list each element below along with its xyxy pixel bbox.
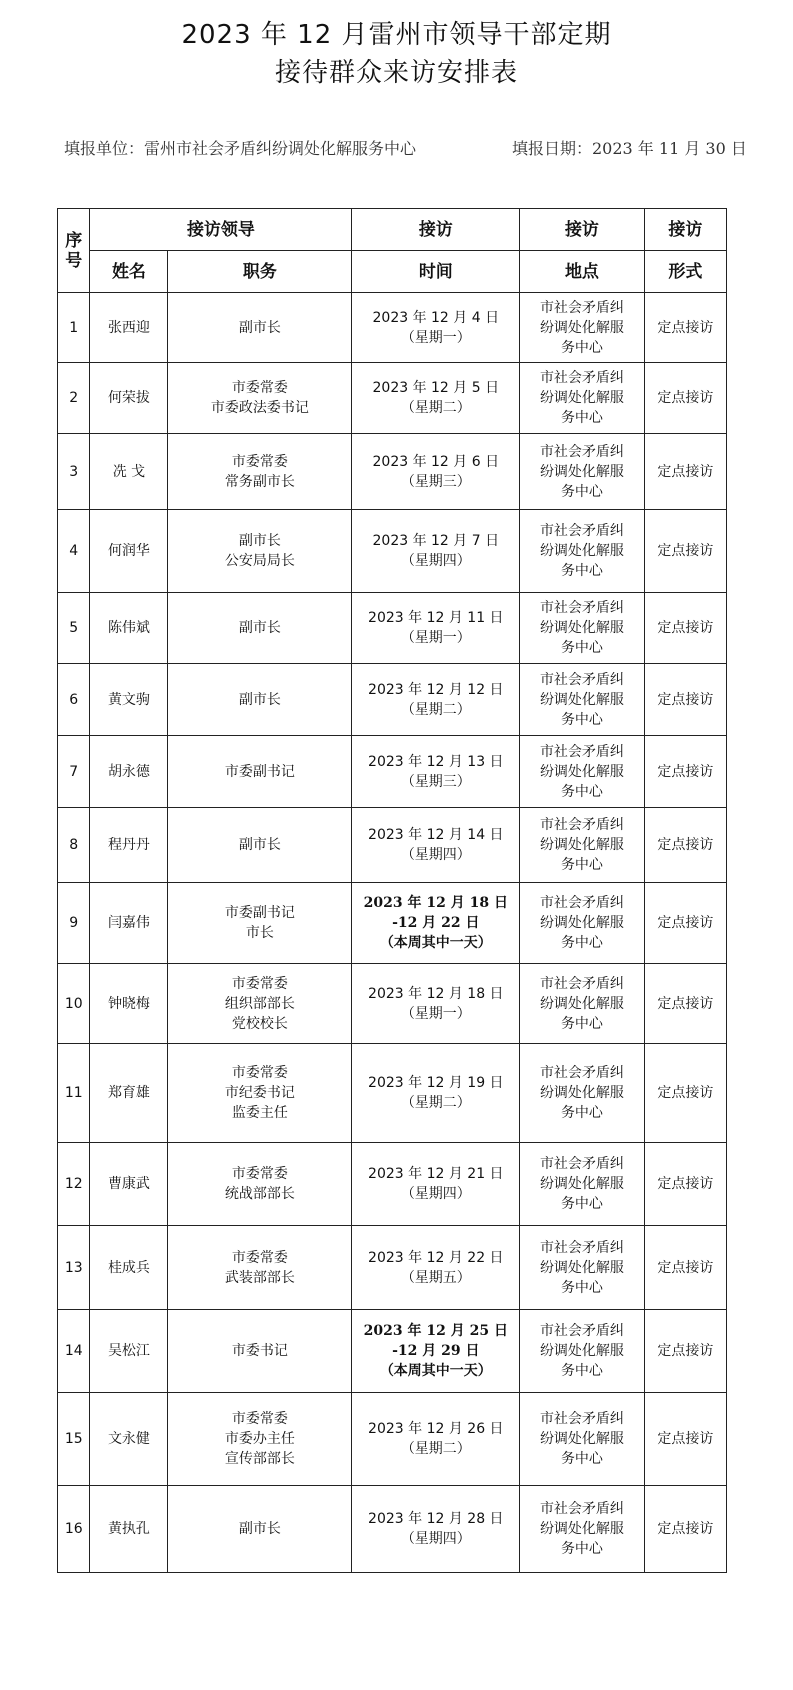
reception-place [520,808,644,883]
position-line: 市委副书记 [224,905,295,921]
place-line: 市社会矛盾纠 [539,975,624,992]
time-line: 2023 年 12 月 26 日 [368,1421,504,1437]
leader-name: 郑育雄 [90,1044,168,1143]
table-row [58,363,727,434]
table-row [58,1143,727,1226]
document-title-line1: 2023 年 12 月雷州市领导干部定期 [181,20,612,50]
reception-place [520,1044,644,1143]
leader-name: 钟晓梅 [90,964,168,1044]
position-line: 宣传部部长 [224,1451,295,1467]
place-line: 务中心 [560,1015,603,1032]
reporting-date: 填报日期：2023 年 11 月 30 日 [512,139,747,158]
row-index: 15 [58,1393,90,1486]
leader-position [168,363,352,434]
leader-name: 冼 戈 [90,434,168,510]
time-line: （星期二） [400,400,471,416]
place-line: 务中心 [560,857,603,873]
reception-place [520,593,644,664]
place-line: 市社会矛盾纠 [539,817,624,833]
table-row [58,1226,727,1310]
row-index: 8 [58,808,90,883]
leader-position [168,1393,352,1486]
position-line: 市委常委 [231,1065,288,1081]
reception-time [352,1226,520,1310]
header-place-line1: 接访 [520,209,644,251]
position-line: 市委常委 [231,380,288,396]
time-line: 2023 年 12 月 14 日 [368,827,504,843]
position-line: 市委常委 [231,975,288,992]
header-row-2 [58,251,727,293]
row-index: 14 [58,1310,90,1393]
place-line: 纷调处化解服 [539,915,624,931]
reception-time [352,593,520,664]
document-title-line2: 接待群众来访安排表 [274,58,518,88]
table-row [58,664,727,736]
row-index: 2 [58,363,90,434]
time-line: （本周其中一天） [379,1363,492,1379]
place-line: 市社会矛盾纠 [539,523,624,539]
reception-time [352,293,520,363]
place-line: 纷调处化解服 [539,463,624,480]
reception-place [520,1143,644,1226]
reception-schedule-table [57,208,727,1573]
reception-mode: 定点接访 [644,1143,726,1226]
header-position: 职务 [168,251,352,293]
position-line: 市委常委 [231,453,288,470]
position-line: 市委书记 [231,1343,288,1359]
place-line: 市社会矛盾纠 [539,1156,624,1172]
header-mode-line2: 形式 [644,251,726,293]
reception-mode: 定点接访 [644,1486,726,1573]
place-line: 纷调处化解服 [539,763,624,780]
time-line: 2023 年 12 月 19 日 [368,1075,504,1091]
place-line: 市社会矛盾纠 [539,895,624,911]
reception-time [352,808,520,883]
place-line: 市社会矛盾纠 [539,370,624,386]
time-line: 2023 年 12 月 12 日 [368,681,504,698]
time-line: 2023 年 12 月 21 日 [368,1166,504,1182]
place-line: 务中心 [560,410,603,426]
reception-time [352,1310,520,1393]
reception-mode: 定点接访 [644,593,726,664]
place-line: 市社会矛盾纠 [539,671,624,688]
reception-place [520,434,644,510]
row-index: 9 [58,883,90,964]
place-line: 纷调处化解服 [539,1521,624,1537]
time-line: （星期三） [400,473,471,490]
leader-name: 何润华 [90,510,168,593]
leader-name: 文永健 [90,1393,168,1486]
row-index: 10 [58,964,90,1044]
position-line: 市长 [245,925,274,941]
leader-position [168,736,352,808]
place-line: 市社会矛盾纠 [539,600,624,616]
time-line: （星期一） [400,630,471,646]
place-line: 纷调处化解服 [539,319,624,336]
position-line: 市委常委 [231,1249,288,1266]
reception-place [520,883,644,964]
reception-mode: 定点接访 [644,293,726,363]
reception-time [352,1486,520,1573]
position-line: 市委办主任 [224,1431,295,1447]
reception-mode: 定点接访 [644,363,726,434]
reception-time [352,736,520,808]
place-line: 纷调处化解服 [539,620,624,636]
reception-mode: 定点接访 [644,808,726,883]
table-row [58,1310,727,1393]
place-line: 务中心 [560,1279,603,1296]
reception-place [520,510,644,593]
reception-place [520,736,644,808]
reception-mode: 定点接访 [644,964,726,1044]
leader-name: 曹康武 [90,1143,168,1226]
position-line: 市纪委书记 [224,1085,295,1101]
reception-mode: 定点接访 [644,736,726,808]
position-line: 市委政法委书记 [210,400,309,416]
row-index: 1 [58,293,90,363]
position-line: 统战部部长 [224,1186,295,1202]
place-line: 市社会矛盾纠 [539,1239,624,1256]
place-line: 市社会矛盾纠 [539,443,624,460]
position-line: 市委常委 [231,1411,288,1427]
reception-time [352,664,520,736]
reception-mode: 定点接访 [644,664,726,736]
header-index-line1: 序 [65,230,83,251]
reception-place [520,964,644,1044]
place-line: 务中心 [560,339,603,356]
reception-place [520,1393,644,1486]
table-row [58,1486,727,1573]
table-row [58,736,727,808]
time-line: -12 月 22 日 [392,915,480,931]
leader-name: 黄执孔 [90,1486,168,1573]
row-index: 7 [58,736,90,808]
header-time-line2: 时间 [352,251,520,293]
place-line: 务中心 [560,1196,603,1212]
time-line: 2023 年 12 月 18 日 [363,895,508,911]
reception-mode: 定点接访 [644,510,726,593]
reporting-unit: 填报单位：雷州市社会矛盾纠纷调处化解服务中心 [64,139,417,158]
place-line: 纷调处化解服 [539,691,624,708]
time-line: 2023 年 12 月 28 日 [368,1511,504,1527]
time-line: -12 月 29 日 [392,1343,480,1359]
reception-mode: 定点接访 [644,883,726,964]
reception-time [352,363,520,434]
place-line: 市社会矛盾纠 [539,743,624,760]
time-line: （星期四） [400,553,471,569]
leader-name: 桂成兵 [90,1226,168,1310]
time-line: （星期三） [400,773,471,790]
place-line: 务中心 [560,711,603,728]
time-line: 2023 年 12 月 4 日 [372,309,500,326]
leader-name: 闫嘉伟 [90,883,168,964]
place-line: 市社会矛盾纠 [539,1065,624,1081]
table-row [58,293,727,363]
row-index: 5 [58,593,90,664]
position-line: 副市长 [238,837,281,853]
position-line: 副市长 [238,1521,281,1537]
header-index-line2: 号 [65,250,83,271]
reception-time [352,434,520,510]
leader-name: 何荣拔 [90,363,168,434]
table-row [58,883,727,964]
leader-position [168,1143,352,1226]
place-line: 务中心 [560,483,603,500]
reception-place [520,1486,644,1573]
place-line: 务中心 [560,1541,603,1557]
leader-position [168,664,352,736]
place-line: 纷调处化解服 [539,995,624,1012]
time-line: 2023 年 12 月 13 日 [368,753,504,770]
place-line: 纷调处化解服 [539,1176,624,1192]
position-line: 公安局局长 [224,553,295,569]
time-line: （本周其中一天） [379,935,492,951]
position-line: 武装部部长 [224,1269,295,1286]
row-index: 16 [58,1486,90,1573]
reception-time [352,510,520,593]
place-line: 纷调处化解服 [539,390,624,406]
leader-position [168,964,352,1044]
time-line: 2023 年 12 月 5 日 [372,380,500,396]
place-line: 市社会矛盾纠 [539,1323,624,1339]
leader-position [168,883,352,964]
time-line: （星期五） [400,1269,471,1286]
place-line: 市社会矛盾纠 [539,1501,624,1517]
place-line: 纷调处化解服 [539,1343,624,1359]
place-line: 务中心 [560,783,603,800]
leader-name: 吴松江 [90,1310,168,1393]
leader-name: 张西迎 [90,293,168,363]
position-line: 副市长 [238,620,281,636]
reception-time [352,1393,520,1486]
leader-position [168,510,352,593]
place-line: 纷调处化解服 [539,1431,624,1447]
leader-position [168,1226,352,1310]
reception-mode: 定点接访 [644,1310,726,1393]
place-line: 市社会矛盾纠 [539,299,624,316]
schedule-rows [58,293,727,1573]
position-line: 党校校长 [231,1015,288,1032]
reception-place [520,293,644,363]
header-leader-group: 接访领导 [90,209,352,251]
time-line: 2023 年 12 月 6 日 [372,453,500,470]
time-line: （星期四） [400,1186,471,1202]
table-row [58,593,727,664]
time-line: 2023 年 12 月 7 日 [372,533,500,549]
time-line: （星期四） [400,1531,471,1547]
table-row [58,434,727,510]
leader-name: 黄文驹 [90,664,168,736]
position-line: 市委副书记 [224,763,295,780]
time-line: 2023 年 12 月 25 日 [363,1323,508,1339]
place-line: 市社会矛盾纠 [539,1411,624,1427]
leader-position [168,808,352,883]
place-line: 务中心 [560,1451,603,1467]
header-mode-line1: 接访 [644,209,726,251]
header-name: 姓名 [90,251,168,293]
reception-place [520,1310,644,1393]
position-line: 副市长 [238,319,281,336]
place-line: 务中心 [560,640,603,656]
row-index: 3 [58,434,90,510]
time-line: 2023 年 12 月 22 日 [368,1249,504,1266]
place-line: 纷调处化解服 [539,1085,624,1101]
reception-time [352,1044,520,1143]
header-index [58,209,90,293]
place-line: 纷调处化解服 [539,543,624,559]
place-line: 纷调处化解服 [539,1259,624,1276]
row-index: 13 [58,1226,90,1310]
leader-name: 程丹丹 [90,808,168,883]
place-line: 务中心 [560,1105,603,1121]
table-row [58,1044,727,1143]
reception-time [352,883,520,964]
leader-name: 胡永德 [90,736,168,808]
position-line: 组织部部长 [224,995,295,1012]
table-row [58,1393,727,1486]
position-line: 市委常委 [231,1166,288,1182]
header-place-line2: 地点 [520,251,644,293]
place-line: 务中心 [560,563,603,579]
row-index: 6 [58,664,90,736]
reception-time [352,964,520,1044]
reception-time [352,1143,520,1226]
row-index: 12 [58,1143,90,1226]
row-index: 4 [58,510,90,593]
reception-mode: 定点接访 [644,434,726,510]
reception-mode: 定点接访 [644,1044,726,1143]
row-index: 11 [58,1044,90,1143]
leader-position [168,1044,352,1143]
reception-mode: 定点接访 [644,1226,726,1310]
time-line: （星期四） [400,847,471,863]
reception-place [520,363,644,434]
position-line: 监委主任 [231,1105,288,1121]
table-row [58,510,727,593]
position-line: 副市长 [238,691,281,708]
time-line: （星期一） [400,329,471,346]
reception-mode: 定点接访 [644,1393,726,1486]
time-line: （星期一） [400,1005,471,1022]
position-line: 副市长 [238,533,281,549]
time-line: 2023 年 12 月 18 日 [368,985,504,1002]
position-line: 常务副市长 [224,473,295,490]
time-line: 2023 年 12 月 11 日 [368,610,504,626]
time-line: （星期二） [400,1095,471,1111]
reception-place [520,664,644,736]
leader-position [168,1310,352,1393]
leader-position [168,293,352,363]
leader-name: 陈伟斌 [90,593,168,664]
leader-position [168,1486,352,1573]
time-line: （星期二） [400,701,471,718]
table-row [58,808,727,883]
place-line: 务中心 [560,935,603,951]
table-row [58,964,727,1044]
reception-place [520,1226,644,1310]
place-line: 纷调处化解服 [539,837,624,853]
header-time-line1: 接访 [352,209,520,251]
header-row-1 [58,209,727,251]
leader-position [168,434,352,510]
leader-position [168,593,352,664]
time-line: （星期二） [400,1441,471,1457]
place-line: 务中心 [560,1363,603,1379]
